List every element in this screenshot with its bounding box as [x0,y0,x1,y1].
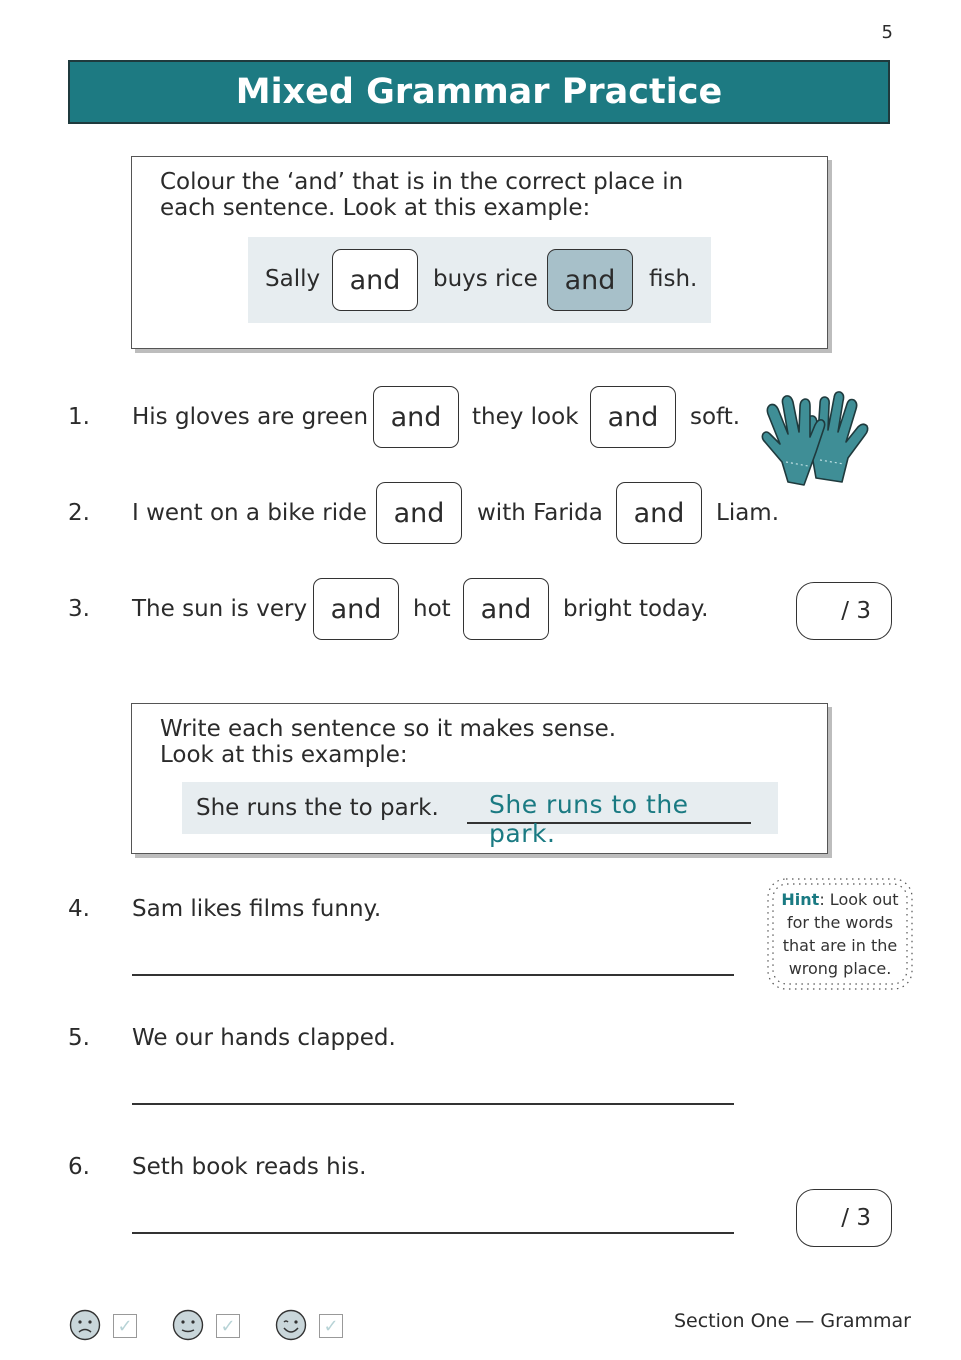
example-answer-line [467,788,751,848]
hint-line-1: : Look out [819,890,899,909]
question-text: hot [413,596,451,622]
hint-line-4: wrong place. [788,959,892,978]
score-box-2[interactable] [796,1189,892,1247]
example-word: buys rice [433,266,538,292]
q2-and-box-1[interactable]: and [376,482,462,544]
example-word: fish. [649,266,698,292]
instruction-line: Look at this example: [160,742,408,768]
q3-and-box-2[interactable]: and [463,578,549,640]
score-label: / 3 [841,598,871,624]
checkbox-happy[interactable]: ✓ [319,1314,343,1338]
score-box-1[interactable] [796,582,892,640]
q2-and-box-2[interactable]: and [616,482,702,544]
question-number: 6. [68,1154,90,1180]
question-text: with Farida [477,500,603,526]
instruction-text-2 [160,716,616,768]
instruction-line: Colour the ‘and’ that is in the correct place in [160,169,684,195]
q1-and-box-1[interactable]: and [373,386,459,448]
question-number: 3. [68,596,90,622]
question-text: soft. [690,404,741,430]
hint-bubble [767,878,913,990]
example-word: Sally [265,266,321,292]
question-sentence: Seth book reads his. [132,1154,367,1180]
question-sentence: We our hands clapped. [132,1025,396,1051]
gloves-icon [758,382,870,490]
hint-label: Hint [781,890,820,909]
question-text: I went on a bike ride [132,500,367,526]
example-and-box-2-selected: and [547,249,633,311]
answer-input-5[interactable] [132,1071,734,1105]
neutral-face-icon [172,1309,204,1341]
question-text: Liam. [716,500,780,526]
score-label: / 3 [841,1205,871,1231]
footer-section-label: Section One — Grammar [673,1310,911,1332]
instruction-box-1 [131,156,828,349]
hint-line-2: for the words [786,913,894,932]
hint-line-3: that are in the [782,936,898,955]
q1-and-box-2[interactable]: and [590,386,676,448]
page-title: Mixed Grammar Practice [235,72,723,112]
question-number: 1. [68,404,90,430]
q3-and-box-1[interactable]: and [313,578,399,640]
instruction-box-2 [131,703,828,854]
page-number: 5 [881,22,893,43]
question-number: 2. [68,500,90,526]
question-sentence: Sam likes films funny. [132,896,382,922]
example-answer: She runs to the park. [489,790,689,848]
question-text: they look [472,404,579,430]
instruction-text-1 [160,169,683,221]
question-number: 4. [68,896,90,922]
hint-line [767,888,913,911]
instruction-line: each sentence. Look at this example: [160,195,591,221]
checkbox-neutral[interactable]: ✓ [216,1314,240,1338]
question-text: His gloves are green [132,404,369,430]
happy-face-icon [275,1309,307,1341]
answer-input-4[interactable] [132,942,734,976]
checkbox-sad[interactable]: ✓ [113,1314,137,1338]
example-sentence: She runs the to park. [196,795,439,821]
answer-input-6[interactable] [132,1200,734,1234]
instruction-line: Write each sentence so it makes sense. [160,716,617,742]
page-title-banner [68,60,890,124]
example-strip-2 [182,782,778,848]
hint-text [767,888,913,980]
question-text: bright today. [563,596,709,622]
sad-face-icon [69,1309,101,1341]
example-and-box-1: and [332,249,418,311]
question-text: The sun is very [132,596,308,622]
question-number: 5. [68,1025,90,1051]
example-strip [248,237,711,323]
